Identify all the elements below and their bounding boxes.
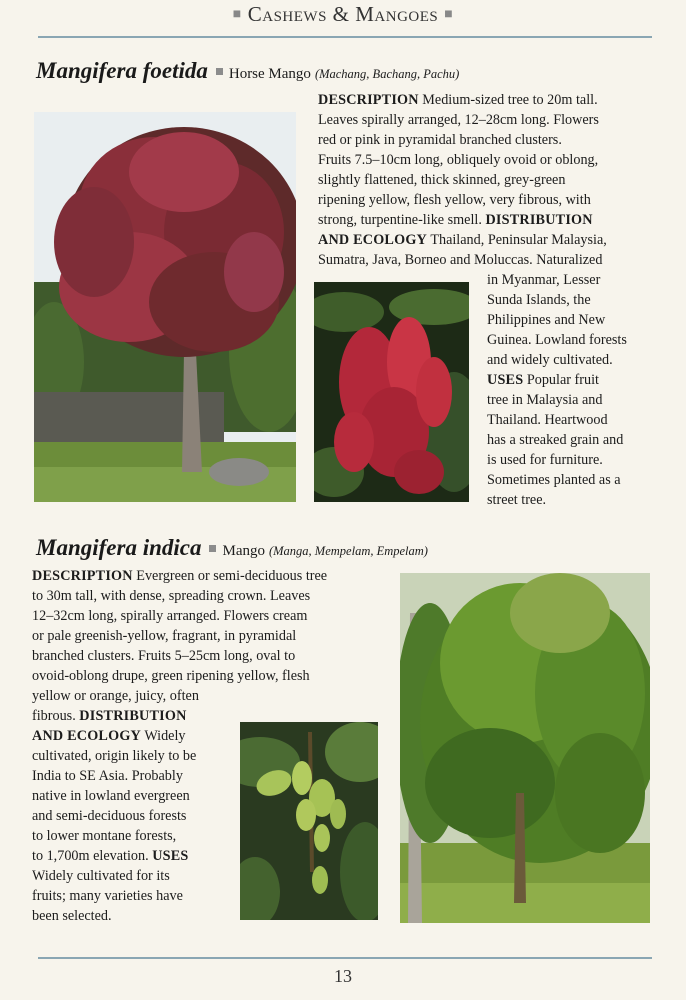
photo-horse-mango-tree: [34, 112, 296, 502]
photo-horse-mango-flowers: [314, 282, 469, 502]
text-line: and semi-deciduous forests: [32, 808, 187, 824]
text-line: Widely: [144, 728, 186, 744]
text-line: to 30m tall, with dense, spreading crown. Leaves: [32, 588, 311, 604]
species-text-foetida-narrow: [487, 270, 627, 510]
scientific-name: Mangifera indica: [36, 535, 202, 560]
text-line: slightly flattened, thick skinned, grey-green: [318, 172, 566, 188]
photo-green-mangoes: [240, 722, 378, 920]
text-line: fibrous.: [32, 708, 76, 724]
text-line: Thailand, Peninsular Malaysia,: [430, 232, 607, 248]
species-text-foetida: [318, 90, 607, 270]
text-line: or pale greenish-yellow, fragrant, in pyramidal: [32, 628, 297, 644]
running-head-title: Cashews & Mangoes: [247, 2, 439, 26]
header-rule: [38, 36, 652, 38]
green-mangoes-image: [240, 722, 378, 920]
page-number: 13: [334, 966, 352, 986]
text-line: fruits; many varieties have: [32, 888, 183, 904]
text-line: yellow or orange, juicy, often: [32, 688, 199, 704]
text-line: is used for furniture.: [487, 452, 603, 468]
square-bullet-icon: ■: [232, 7, 242, 22]
text-line: been selected.: [32, 908, 112, 924]
description-label: DESCRIPTION: [32, 568, 133, 584]
text-line: Popular fruit: [526, 372, 599, 388]
square-bullet-icon: ■: [444, 7, 454, 22]
text-line: Fruits 7.5–10cm long, obliquely ovoid or oblong,: [318, 152, 599, 168]
ecology-label: AND ECOLOGY: [318, 232, 428, 248]
text-line: strong, turpentine-like smell.: [318, 212, 482, 228]
footer-rule: [38, 957, 652, 959]
ecology-label: AND ECOLOGY: [32, 728, 142, 744]
text-line: ripening yellow, flesh yellow, very fibrous, with: [318, 192, 591, 208]
text-line: native in lowland evergreen: [32, 788, 190, 804]
text-line: to 1,700m elevation.: [32, 848, 149, 864]
local-names: (Manga, Mempelam, Empelam): [268, 544, 428, 558]
text-line: Sometimes planted as a: [487, 472, 621, 488]
text-line: street tree.: [487, 492, 547, 508]
text-line: and widely cultivated.: [487, 352, 613, 368]
running-head: [0, 2, 686, 27]
text-line: red or pink in pyramidal branched clusters.: [318, 132, 562, 148]
text-line: branched clusters. Fruits 5–25cm long, oval to: [32, 648, 296, 664]
text-line: 12–32cm long, spirally arranged. Flowers cream: [32, 608, 308, 624]
text-line: India to SE Asia. Probably: [32, 768, 183, 784]
text-line: Widely cultivated for its: [32, 868, 170, 884]
text-line: cultivated, origin likely to be: [32, 748, 197, 764]
square-bullet-icon: [216, 68, 223, 75]
square-bullet-icon: [209, 545, 216, 552]
uses-label: USES: [487, 372, 524, 388]
species-heading-foetida: [36, 58, 459, 84]
text-line: Leaves spirally arranged, 12–28cm long. Flowers: [318, 112, 599, 128]
horse-mango-tree-image: [34, 112, 296, 502]
text-line: Sunda Islands, the: [487, 292, 591, 308]
text-line: ovoid-oblong drupe, green ripening yellow, flesh: [32, 668, 310, 684]
text-line: Guinea. Lowland forests: [487, 332, 627, 348]
text-line: Evergreen or semi-deciduous tree: [136, 568, 328, 584]
uses-label: USES: [152, 848, 189, 864]
common-name: Horse Mango: [228, 66, 311, 82]
mango-tree-image: [400, 573, 650, 923]
text-line: Thailand. Heartwood: [487, 412, 608, 428]
text-line: Medium-sized tree to 20m tall.: [422, 92, 598, 108]
distribution-label: DISTRIBUTION: [485, 212, 593, 228]
text-line: tree in Malaysia and: [487, 392, 603, 408]
species-heading-indica: [36, 535, 428, 561]
text-line: Sumatra, Java, Borneo and Moluccas. Naturalized: [318, 252, 603, 268]
text-line: Philippines and New: [487, 312, 606, 328]
text-line: has a streaked grain and: [487, 432, 624, 448]
local-names: (Machang, Bachang, Pachu): [314, 67, 460, 81]
common-name: Mango: [222, 543, 265, 559]
photo-mango-tree: [400, 573, 650, 923]
text-line: to lower montane forests,: [32, 828, 177, 844]
distribution-label: DISTRIBUTION: [79, 708, 187, 724]
scientific-name: Mangifera foetida: [36, 58, 208, 83]
text-line: in Myanmar, Lesser: [487, 272, 601, 288]
description-label: DESCRIPTION: [318, 92, 419, 108]
horse-mango-flowers-image: [314, 282, 469, 502]
